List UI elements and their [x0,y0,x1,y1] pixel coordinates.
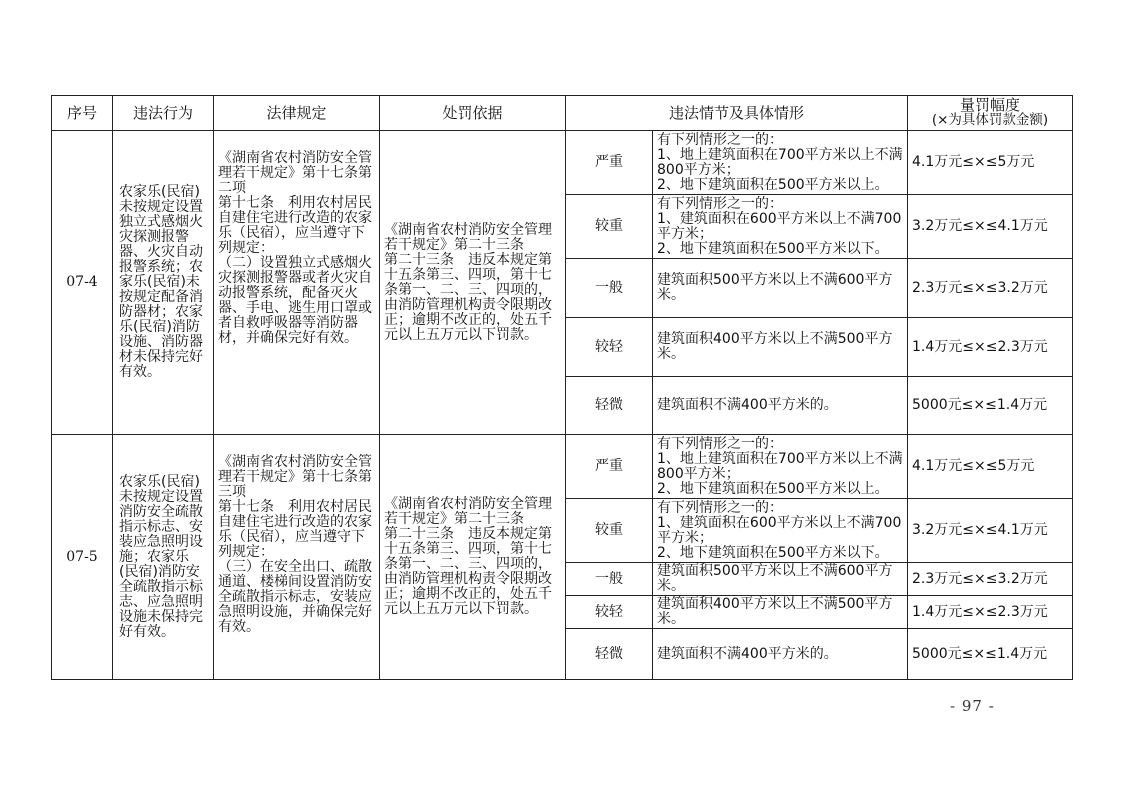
circumstance-cell [653,596,908,629]
violation-text: 农家乐(民宿)未按规定设置消防安全疏散指示标志、安装应急照明设施；农家乐(民宿)消防安全疏散指示标志、应急照明设施未保持完好有效。 [119,473,203,640]
header-seq: 序号 [52,96,113,131]
circumstance-cell [653,499,908,563]
fine-cell: 2.3万元≤×≤3.2万元 [908,563,1073,596]
level-cell: 轻微 [566,629,653,680]
law-cell [214,435,380,680]
fine-cell: 3.2万元≤×≤4.1万元 [908,195,1073,259]
violation-cell [113,435,214,680]
circumstance-cell [653,318,908,377]
circumstance-text: 建筑面积500平方米以上不满600平方米。 [657,563,893,594]
fine-cell: 2.3万元≤×≤3.2万元 [908,259,1073,318]
circumstance-cell [653,563,908,596]
fine-cell: 1.4万元≤×≤2.3万元 [908,318,1073,377]
circumstance-cell [653,131,908,195]
fine-cell: 5000元≤×≤1.4万元 [908,377,1073,435]
circumstance-text: 有下列情形之一的： 1、地上建筑面积在700平方米以上不满800平方米； 2、地下建筑面积在500平方米以上。 [657,435,903,497]
circumstance-text: 有下列情形之一的： 1、建筑面积在600平方米以上不满700平方米； 2、地下建筑面积在500平方米以下。 [657,499,902,561]
fine-cell: 4.1万元≤×≤5万元 [908,131,1073,195]
circumstance-text: 建筑面积不满400平方米的。 [657,397,838,413]
header-law: 法律规定 [214,96,380,131]
header-fine-title: 量罚幅度 [960,96,1021,114]
table-row [52,435,1073,499]
level-cell: 轻微 [566,377,653,435]
circumstance-cell [653,435,908,499]
circumstance-text: 建筑面积400平方米以上不满500平方米。 [657,331,893,362]
violation-cell [113,131,214,435]
circumstance-text: 有下列情形之一的： 1、地上建筑面积在700平方米以上不满800平方米； 2、地下建筑面积在500平方米以上。 [657,131,903,193]
circumstance-text: 有下列情形之一的： 1、建筑面积在600平方米以上不满700平方米； 2、地下建筑面积在500平方米以下。 [657,195,902,257]
circumstance-cell [653,377,908,435]
header-fine-note: (×为具体罚款金额) [931,112,1049,128]
seq-cell: 07-5 [52,435,113,680]
law-text: 《湖南省农村消防安全管理若干规定》第十七条第二项 第十七条 利用农村居民自建住宅进行改造的农家乐（民宿），应当遵守下列规定： （二）设置独立式感烟火灾探测报警器或者火灾自动报警系统，配备灭火器、手电、逃生用口罩或者自救呼吸器等消防器材，并确保完好有效。 [218,150,372,346]
header-fine [908,96,1073,131]
level-cell: 一般 [566,563,653,596]
fine-cell: 4.1万元≤×≤5万元 [908,435,1073,499]
level-cell: 严重 [566,131,653,195]
level-cell: 较轻 [566,596,653,629]
table-row [52,131,1073,195]
circumstance-text: 建筑面积400平方米以上不满500平方米。 [657,596,893,627]
header-row [52,96,1073,131]
basis-text: 《湖南省农村消防安全管理若干规定》第二十三条 第二十三条 违反本规定第十五条第三、四项，第十七条第一、二、三、四项的，由消防管理机构责令限期改正；逾期不改正的，处五千元以上五万元以下罚款。 [384,496,552,617]
level-cell: 较重 [566,195,653,259]
circumstance-cell [653,195,908,259]
header-basis: 处罚依据 [380,96,566,131]
circumstance-text: 建筑面积500平方米以上不满600平方米。 [657,272,893,303]
basis-cell [380,435,566,680]
circumstance-cell [653,629,908,680]
header-circumstance: 违法情节及具体情形 [566,96,908,131]
fine-cell: 1.4万元≤×≤2.3万元 [908,596,1073,629]
level-cell: 严重 [566,435,653,499]
fine-cell: 5000元≤×≤1.4万元 [908,629,1073,680]
law-text: 《湖南省农村消防安全管理若干规定》第十七条第三项 第十七条 利用农村居民自建住宅进行改造的农家乐（民宿），应当遵守下列规定： （三）在安全出口、疏散通道、楼梯间设置消防安全疏散指示标志，安装应急照明设施，并确保完好有效。 [218,454,372,635]
circumstance-text: 建筑面积不满400平方米的。 [657,645,838,662]
level-cell: 较轻 [566,318,653,377]
level-cell: 较重 [566,499,653,563]
level-cell: 一般 [566,259,653,318]
seq-cell: 07-4 [52,131,113,435]
fine-cell: 3.2万元≤×≤4.1万元 [908,499,1073,563]
header-act: 违法行为 [113,96,214,131]
circumstance-cell [653,259,908,318]
penalty-table [51,95,1073,680]
page-number: - 97 - [950,697,995,715]
basis-cell [380,131,566,435]
violation-text: 农家乐(民宿)未按规定设置独立式感烟火灾探测报警器、火灾自动报警系统；农家乐(民宿)未按规定配备消防器材；农家乐(民宿)消防设施、消防器材未保持完好有效。 [119,184,203,380]
law-cell [214,131,380,435]
basis-text: 《湖南省农村消防安全管理若干规定》第二十三条 第二十三条 违反本规定第十五条第三、四项，第十七条第一、二、三、四项的，由消防管理机构责令限期改正；逾期不改正的，处五千元以上五万元以下罚款。 [384,221,552,343]
